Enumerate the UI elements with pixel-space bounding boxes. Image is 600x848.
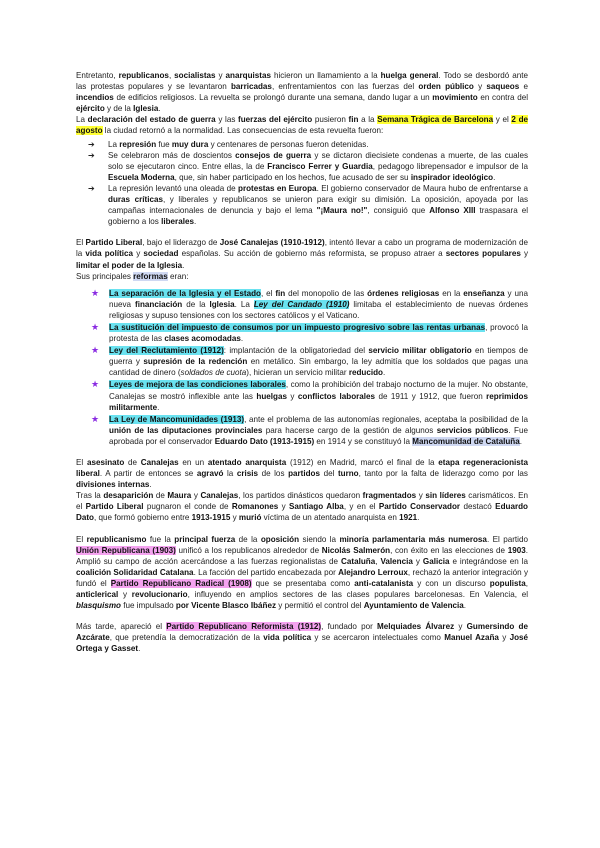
text-run: . [138,644,141,654]
text-run: . Amplió su campo de acción acercándose a las fuerzas regionalistas de [76,545,528,566]
consequence-item [76,139,528,150]
text-run: y [215,71,226,80]
bold-text: vida política [263,633,312,643]
bold-text: reprimidos militarmente [109,391,528,412]
text-run: La [76,115,88,125]
text-run: e integrándose en la [449,556,529,566]
highlighted-text: Leyes de mejora de las condiciones laborales [109,380,286,390]
bold-text: turno [337,469,359,479]
text-run: destacó [460,502,496,512]
text-run: la ciudad retornó a la normalidad. Las consecuencias de esta revuelta fueron: [102,126,384,136]
text-run: , el [261,288,276,298]
paragraph-partidos-dinasticos [76,490,528,523]
text-run: y [230,513,239,523]
highlighted-text: La sustitución del impuesto de consumos por un impuesto progresivo sobre las rentas urbanas [109,322,486,332]
bold-text: declaración del estado de guerra [87,115,216,125]
bold-text: por Vicente Blasco Ibáñez [175,601,277,611]
bold-text: Canalejas [200,491,239,501]
text-run: traspasara el gobierno a los [108,206,529,227]
text-run: fue impulsado [120,601,176,611]
text-run: , como la prohibición del trabajo nocturno de la mujer. No obstante, Canalejas se mostró inflexible ante las [109,380,529,401]
text-run: víctima de un atentado anarquista en [261,513,400,523]
text-run: ), hicieran un servicio militar [246,368,349,378]
bold-text: republicanos [118,71,169,80]
text-run: , [525,578,528,588]
bold-text: huelga general [380,71,439,80]
text-run: pusieron [312,115,349,125]
bold-text: protestas en Europa [238,183,317,193]
text-run: eran: [167,271,189,281]
bold-text: muy dura [171,139,209,149]
bold-text: financiación [135,299,183,309]
text-run: de la [182,299,210,309]
text-run: fue [156,139,172,149]
text-run: . [182,260,185,270]
text-run: y [520,249,528,259]
text-run: . La facción del partido encabezada por [193,567,339,577]
bold-text: Francisco Ferrer y Guardia [267,161,373,171]
bold-text: orden público [418,82,474,92]
text-run: de los [258,469,289,479]
bold-text: murió [238,513,262,523]
bold-text: crisis [236,469,258,479]
bold-text: Escuela Moderna [108,172,175,182]
highlighted-text: La Ley de Mancomunidades (1913) [109,414,245,424]
text-run: , fundado por [321,622,378,632]
bold-text: Alejandro Lerroux [338,567,408,577]
highlighted-text: Mancomunidad de Cataluña [412,436,520,446]
bold-text: principal fuerza [174,534,236,544]
text-run: del monopolio de las [285,288,368,298]
text-run: , rechazó la anterior integración y fundó el [76,567,528,588]
text-run: y [454,622,467,632]
highlighted-text: 2 de agosto [76,115,529,136]
text-run: , enfrentamientos con las fuerzas del [271,82,419,92]
text-run: y una nueva [109,288,528,309]
text-run: de [153,491,168,501]
text-run: a la [358,115,378,125]
text-run: El [76,534,87,544]
bold-text: vida política [85,249,134,259]
text-run: , [375,556,381,566]
text-run: , provocó la protesta de las [109,322,528,344]
paragraph-partido-reformista [76,621,528,654]
text-run: La [108,139,120,149]
highlighted-text: Partido Republicano Radical (1908) [110,578,252,588]
text-run: en metálico. Sin embargo, la ley admitía que los soldados que pagas una cantidad de dinero ( [109,357,528,378]
bold-text: consejos de guerra [235,150,312,160]
text-run: y permitió el control del [276,601,364,611]
text-run: . Fue aprobada por el conservador [109,425,529,446]
paragraph-asesinato-canalejas [76,457,528,490]
text-run: pugnaron el conde de [143,502,232,512]
bold-text: revolucionario [131,590,188,600]
bold-text: Cataluña [341,556,376,566]
text-run: y [498,633,510,643]
text-run: de [124,458,141,467]
bold-text: represión [119,139,157,149]
text-run: : implantación de la obligatoriedad del [223,346,369,356]
reforms-list [76,288,528,447]
text-run: La represión levantó una oleada de [108,183,239,193]
bold-text: incendios [76,93,114,103]
text-run: , pedagogo librepensador e impulsor de la [372,161,528,171]
bold-text: supresión de la redención [143,357,248,367]
bold-text: socialistas [174,71,216,80]
text-run: , los partidos dinásticos quedaron [238,491,363,501]
text-run: . El gobierno conservador de Maura hubo de enfrentarse a [316,183,528,193]
paragraph-republicanismo [76,534,528,612]
bold-text: limitar el poder de la Iglesia [76,260,183,270]
bold-text: anticlerical [76,590,119,600]
bold-text: Valencia [380,556,413,566]
bold-text: fuerzas del ejército [238,115,313,125]
text-run: y [133,249,144,259]
bold-text: Nicolás Salmerón [321,545,391,555]
highlighted-text: Ley del Reclutamiento (1912) [109,346,224,356]
text-run: , ante el problema de las autonomías regionales, aceptaba la posibilidad de la [244,414,529,424]
bold-text: Canalejas [140,458,179,467]
bold-text: Iglesia [133,104,159,114]
text-run: y [191,491,201,501]
consequence-item [76,183,528,227]
bold-text: asesinato [86,458,125,467]
bold-text: blasquismo [76,601,121,611]
bold-text: Ayuntamiento de Valencia [363,601,464,611]
text-run: en un [178,458,208,467]
text-run: en la [439,288,464,298]
bold-text: huelgas [256,391,287,401]
consequence-item [76,150,528,183]
text-run: unificó a los republicanos alrededor de [175,545,322,555]
text-run: de edificios religiosos. La revuelta se prolongó durante una semana, dando lugar a un [113,93,433,103]
text-run: . [149,480,152,490]
bold-text: sin líderes [425,491,466,501]
bold-text: Galicia [422,556,450,566]
text-run: y se acercaron intelectuales como [311,633,445,643]
bold-text: coalición Solidaridad Catalana [76,567,194,577]
bold-text: saqueos [486,82,520,92]
bold-text: Maura [167,491,192,501]
text-run: . El partido [486,534,528,544]
text-run: , que, sin haber participado en los hechos, fue acusado de ser su [174,172,411,182]
bold-text: fin [275,288,286,298]
bold-text: Santiago Alba [289,502,344,512]
text-run: . La [234,299,254,309]
text-run: en 1914 y se constituyó la [314,436,413,446]
text-run: que se presentaba como [251,578,355,588]
text-run: . [519,436,522,446]
bold-text: populista [489,578,526,588]
bold-text: anarquistas [225,71,271,80]
text-run: soldados de cuota [180,368,247,378]
bold-text: anti-catalanista [354,578,414,588]
text-run: y [278,502,290,512]
bold-text: unión de las diputaciones provinciales [109,425,263,435]
bold-text: clases acomodadas [164,334,241,344]
text-run: siendo la [299,534,340,544]
text-run: y [412,556,423,566]
bold-text: 1903 [507,545,526,555]
text-run: de 1911 y 1912, que fueron [375,391,487,401]
text-run: . [463,601,467,611]
text-run: e [519,82,528,92]
bold-text: conflictos laborales [297,391,376,401]
text-run: y con un discurso [413,578,490,588]
paragraph-reformas-intro [76,271,528,282]
text-run: en contra del [477,93,529,103]
text-run: y [286,391,298,401]
bold-text: Gumersindo de Azcárate [76,622,528,643]
text-run: y [416,491,426,501]
text-run: para hacerse cargo de la gestión de algunos [262,425,437,435]
text-run: y se dictaron diecisiete condenas a muerte, de las cuales solo se ejecutaron cinco. Entre ellas, la de [108,150,528,171]
bold-text: sociedad [143,249,179,259]
highlighted-text: reformas [133,271,168,281]
bold-text: barricadas [230,82,272,92]
text-run: , intentó llevar a cabo un programa de modernización de la [76,238,528,259]
text-run: y centenares de personas fueron detenidas. [208,139,369,149]
bold-text: Alfonso XIII [429,206,476,216]
text-run: , que formó gobierno entre [94,513,192,523]
text-run: (1912) en Madrid, marcó el final de la [286,458,439,467]
text-run: . [193,217,197,227]
bold-text: Romanones [231,502,279,512]
bold-text: reducido [348,368,383,378]
bold-text: servicio militar obligatorio [368,346,472,356]
highlighted-text: Semana Trágica de Barcelona [377,115,494,125]
text-run: , tanto por la falta de liderazgo como por las [358,469,528,479]
text-run: . [383,368,386,378]
text-run: El [76,238,86,248]
bold-text: sectores populares [445,249,521,259]
text-run: Entretanto, [76,71,119,80]
bold-text: duras críticas [108,195,163,205]
bold-text: inspirador ideológico [410,172,494,182]
text-run: Tras la [76,491,104,501]
paragraph-partido-liberal [76,237,528,270]
bold-text: Partido Liberal [85,238,143,248]
text-run: en tiempos de guerra y [109,346,528,367]
text-run: y [118,590,132,600]
bold-text: desaparición [103,491,154,501]
text-run: . [493,172,496,182]
text-run: limitaba el establecimiento de nuevas órdenes religiosas y supuso tensiones con los sectores católicos y el Vaticano. [109,299,528,320]
bold-text: fin [348,115,359,125]
text-run: y [473,82,487,92]
document-page [76,70,528,655]
text-run: Se celebraron más de doscientos [108,150,236,160]
paragraph-huelga-general [76,70,528,114]
text-run: españolas. Su acción de gobierno más reformista, se propuso atraer a [178,249,446,259]
bold-text: "¡Maura no!" [316,206,368,216]
bold-text: divisiones internas [76,480,150,490]
bold-text: José Ortega y Gasset [76,633,529,654]
bold-text: Partido Conservador [378,502,461,512]
text-run: y de la [104,104,134,114]
text-run: carismáticos. En el [76,491,528,512]
text-run: , que pretendía la democratización de la [109,633,264,643]
text-run: . Todo se desbordó ante las protestas populares y se levantaron [76,71,528,92]
text-run: , y liberales y republicanos se unieron para exigir su dimisión. La oposición, apoyada por las campañas internacionales de denuncia y bajo el lema [108,195,529,216]
bold-text: 1913-1915 [191,513,231,523]
text-run: hicieron un llamamiento a la [270,71,381,80]
bold-text: partidos [288,469,320,479]
bold-text: movimiento [432,93,478,103]
bold-text: atentado anarquista [207,458,287,467]
reform-item [76,345,528,378]
bold-text: Eduardo Dato (1913-1915) [214,436,315,446]
text-run: y el [493,115,512,125]
text-run: Sus principales [76,271,134,281]
text-run: , con éxito en las elecciones de [390,545,508,555]
bold-text: ejército [76,104,105,114]
bold-text: Melquiades Álvarez [377,622,455,632]
bold-text: Eduardo Dato [76,502,528,523]
text-run: de la [235,534,261,544]
reform-item [76,379,528,412]
bold-text: agravó [196,469,224,479]
text-run: . [417,513,420,523]
highlighted-text: Partido Republicano Reformista (1912) [166,622,322,632]
bold-text: republicanismo [86,534,147,544]
text-run: fue la [146,534,175,544]
bold-text: fragmentados [362,491,417,501]
bold-text: liberales [161,217,194,227]
text-run: . [240,334,244,344]
bold-text: oposición [260,534,300,544]
text-run: Más tarde, apareció el [76,622,167,632]
highlighted-text: Unión Republicana (1903) [76,545,176,555]
bold-text: Manuel Azaña [444,633,499,643]
consequences-list [76,139,528,228]
bold-text: servicios públicos [436,425,509,435]
bold-text: Iglesia [209,299,235,309]
text-run: , [168,71,175,80]
text-run: . A partir de entonces se [99,469,197,479]
highlighted-text: Ley del Candado (1910) [253,299,350,309]
bold-text: órdenes religiosas [367,288,440,298]
reform-item [76,322,528,344]
text-run: , y en el [343,502,379,512]
bold-text: enseñanza [463,288,505,298]
highlighted-text: La separación de la Iglesia y el Estado [109,288,261,298]
text-run: , influyendo en amplios sectores de las clases populares barcelonesas. En Valencia, el [187,590,528,600]
bold-text: minoría parlamentaria más numerosa [339,534,487,544]
reform-item [76,288,528,321]
text-run: del [320,469,338,479]
text-run: y las [215,115,239,125]
reform-item [76,414,528,447]
text-run: la [223,469,237,479]
paragraph-semana-tragica [76,114,528,136]
bold-text: José Canalejas (1910-1912) [219,238,325,248]
bold-text: 1921 [399,513,418,523]
text-run: . [157,402,160,412]
text-run: El [76,458,87,467]
text-run: , bajo el liderazgo de [142,238,220,248]
text-run: , consiguió que [367,206,430,216]
text-run: . [158,104,161,114]
bold-text: etapa regeneracionista liberal [76,458,528,479]
bold-text: Partido Liberal [85,502,144,512]
